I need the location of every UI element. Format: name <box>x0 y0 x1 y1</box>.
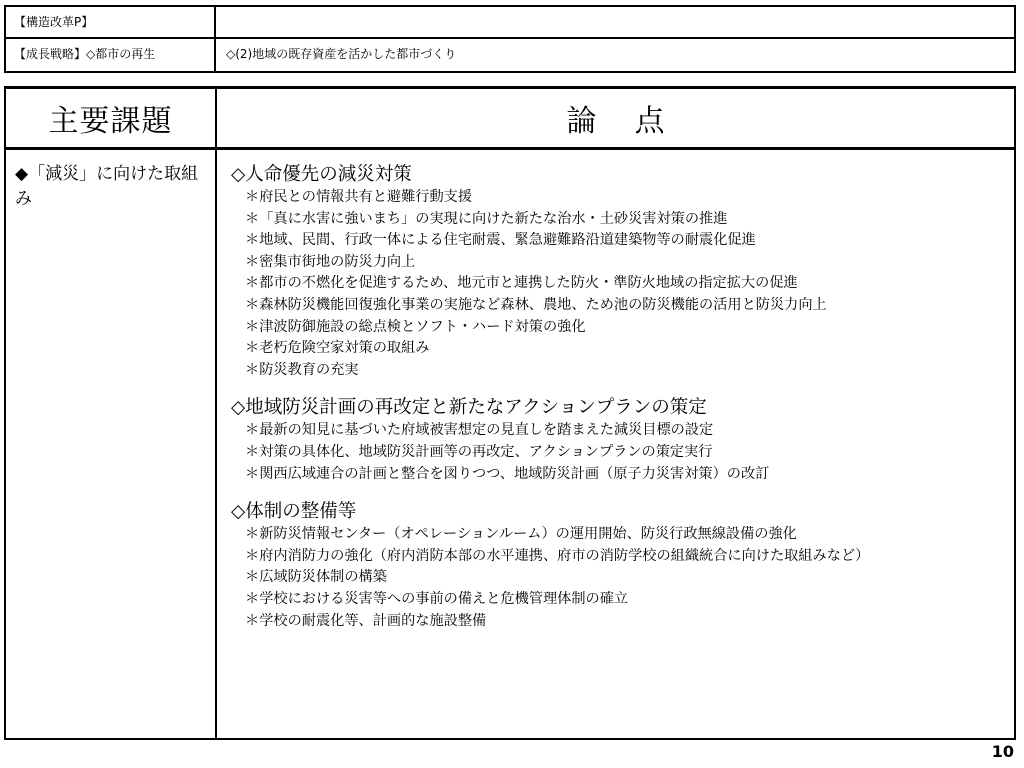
list-item: ＊府民との情報共有と避難行動支援 <box>245 189 473 205</box>
column-heading-points: 論点 <box>566 104 703 139</box>
list-item: ＊老朽危険空家対策の取組み <box>245 340 430 357</box>
section-items <box>229 187 1002 381</box>
list-item: ＊関西広域連合の計画と整合を図りつつ、地域防災計画（原子力災害対策）の改訂 <box>245 465 770 482</box>
page-number: 10 <box>991 742 1014 761</box>
section <box>229 162 1002 381</box>
list-item: ＊津波防御施設の総点検とソフト・ハード対策の強化 <box>245 318 586 335</box>
main-table-body <box>6 150 1014 738</box>
header-row-2 <box>6 39 1014 71</box>
main-table-header <box>6 86 1014 150</box>
list-item: ＊森林防災機能回復強化事業の実施など森林、農地、ため池の防災機能の活用と防災力向上 <box>245 296 827 313</box>
list-item: ＊地域、民間、行政一体による住宅耐震、緊急避難路沿道建築物等の耐震化促進 <box>245 232 756 249</box>
section <box>229 395 1002 485</box>
list-item: ＊密集市街地の防災力向上 <box>245 253 416 270</box>
list-item: ＊「真に水害に強いまち」の実現に向けた新たな治水・土砂災害対策の推進 <box>245 210 728 227</box>
list-item: ＊広域防災体制の構築 <box>245 569 387 586</box>
header-row-1-label: 【構造改革P】 <box>6 7 216 37</box>
list-item: ＊学校における災害等への事前の備えと危機管理体制の確立 <box>245 590 629 607</box>
column-heading-issues: 主要課題 <box>6 89 217 147</box>
section <box>229 499 1002 632</box>
list-item: ＊防災教育の充実 <box>245 361 359 378</box>
section-items <box>229 420 1002 485</box>
main-table <box>4 86 1016 740</box>
section-items <box>229 524 1002 632</box>
list-item: ＊対策の具体化、地域防災計画等の再改定、アクションプランの策定実行 <box>245 443 713 460</box>
points-cell <box>217 150 1014 738</box>
list-item: ＊最新の知見に基づいた府域被害想定の見直しを踏まえた減災目標の設定 <box>245 422 714 439</box>
header-row-2-label: 【成長戦略】◇都市の再生 <box>6 39 216 71</box>
header-row-2-value: ◇(2)地域の既存資産を活かした都市づくり <box>226 47 457 61</box>
list-item: ＊学校の耐震化等、計画的な施設整備 <box>245 612 487 629</box>
list-item: ＊新防災情報センター（オペレーションルーム）の運用開始、防災行政無線設備の強化 <box>245 526 797 543</box>
header-row-1 <box>6 7 1014 39</box>
header-table <box>4 5 1016 73</box>
list-item: ＊都市の不燃化を促進するため、地元市と連携した防火・準防火地域の指定拡大の促進 <box>245 275 798 292</box>
header-row-1-value <box>216 7 1014 37</box>
section-title: ◇体制の整備等 <box>231 501 357 523</box>
section-title: ◇地域防災計画の再改定と新たなアクションプランの策定 <box>231 397 707 419</box>
issue-cell: ◆「減災」に向けた取組み <box>6 150 217 738</box>
list-item: ＊府内消防力の強化（府内消防本部の水平連携、府市の消防学校の組織統合に向けた取組みなど） <box>245 547 870 564</box>
section-title: ◇人命優先の減災対策 <box>231 164 412 185</box>
